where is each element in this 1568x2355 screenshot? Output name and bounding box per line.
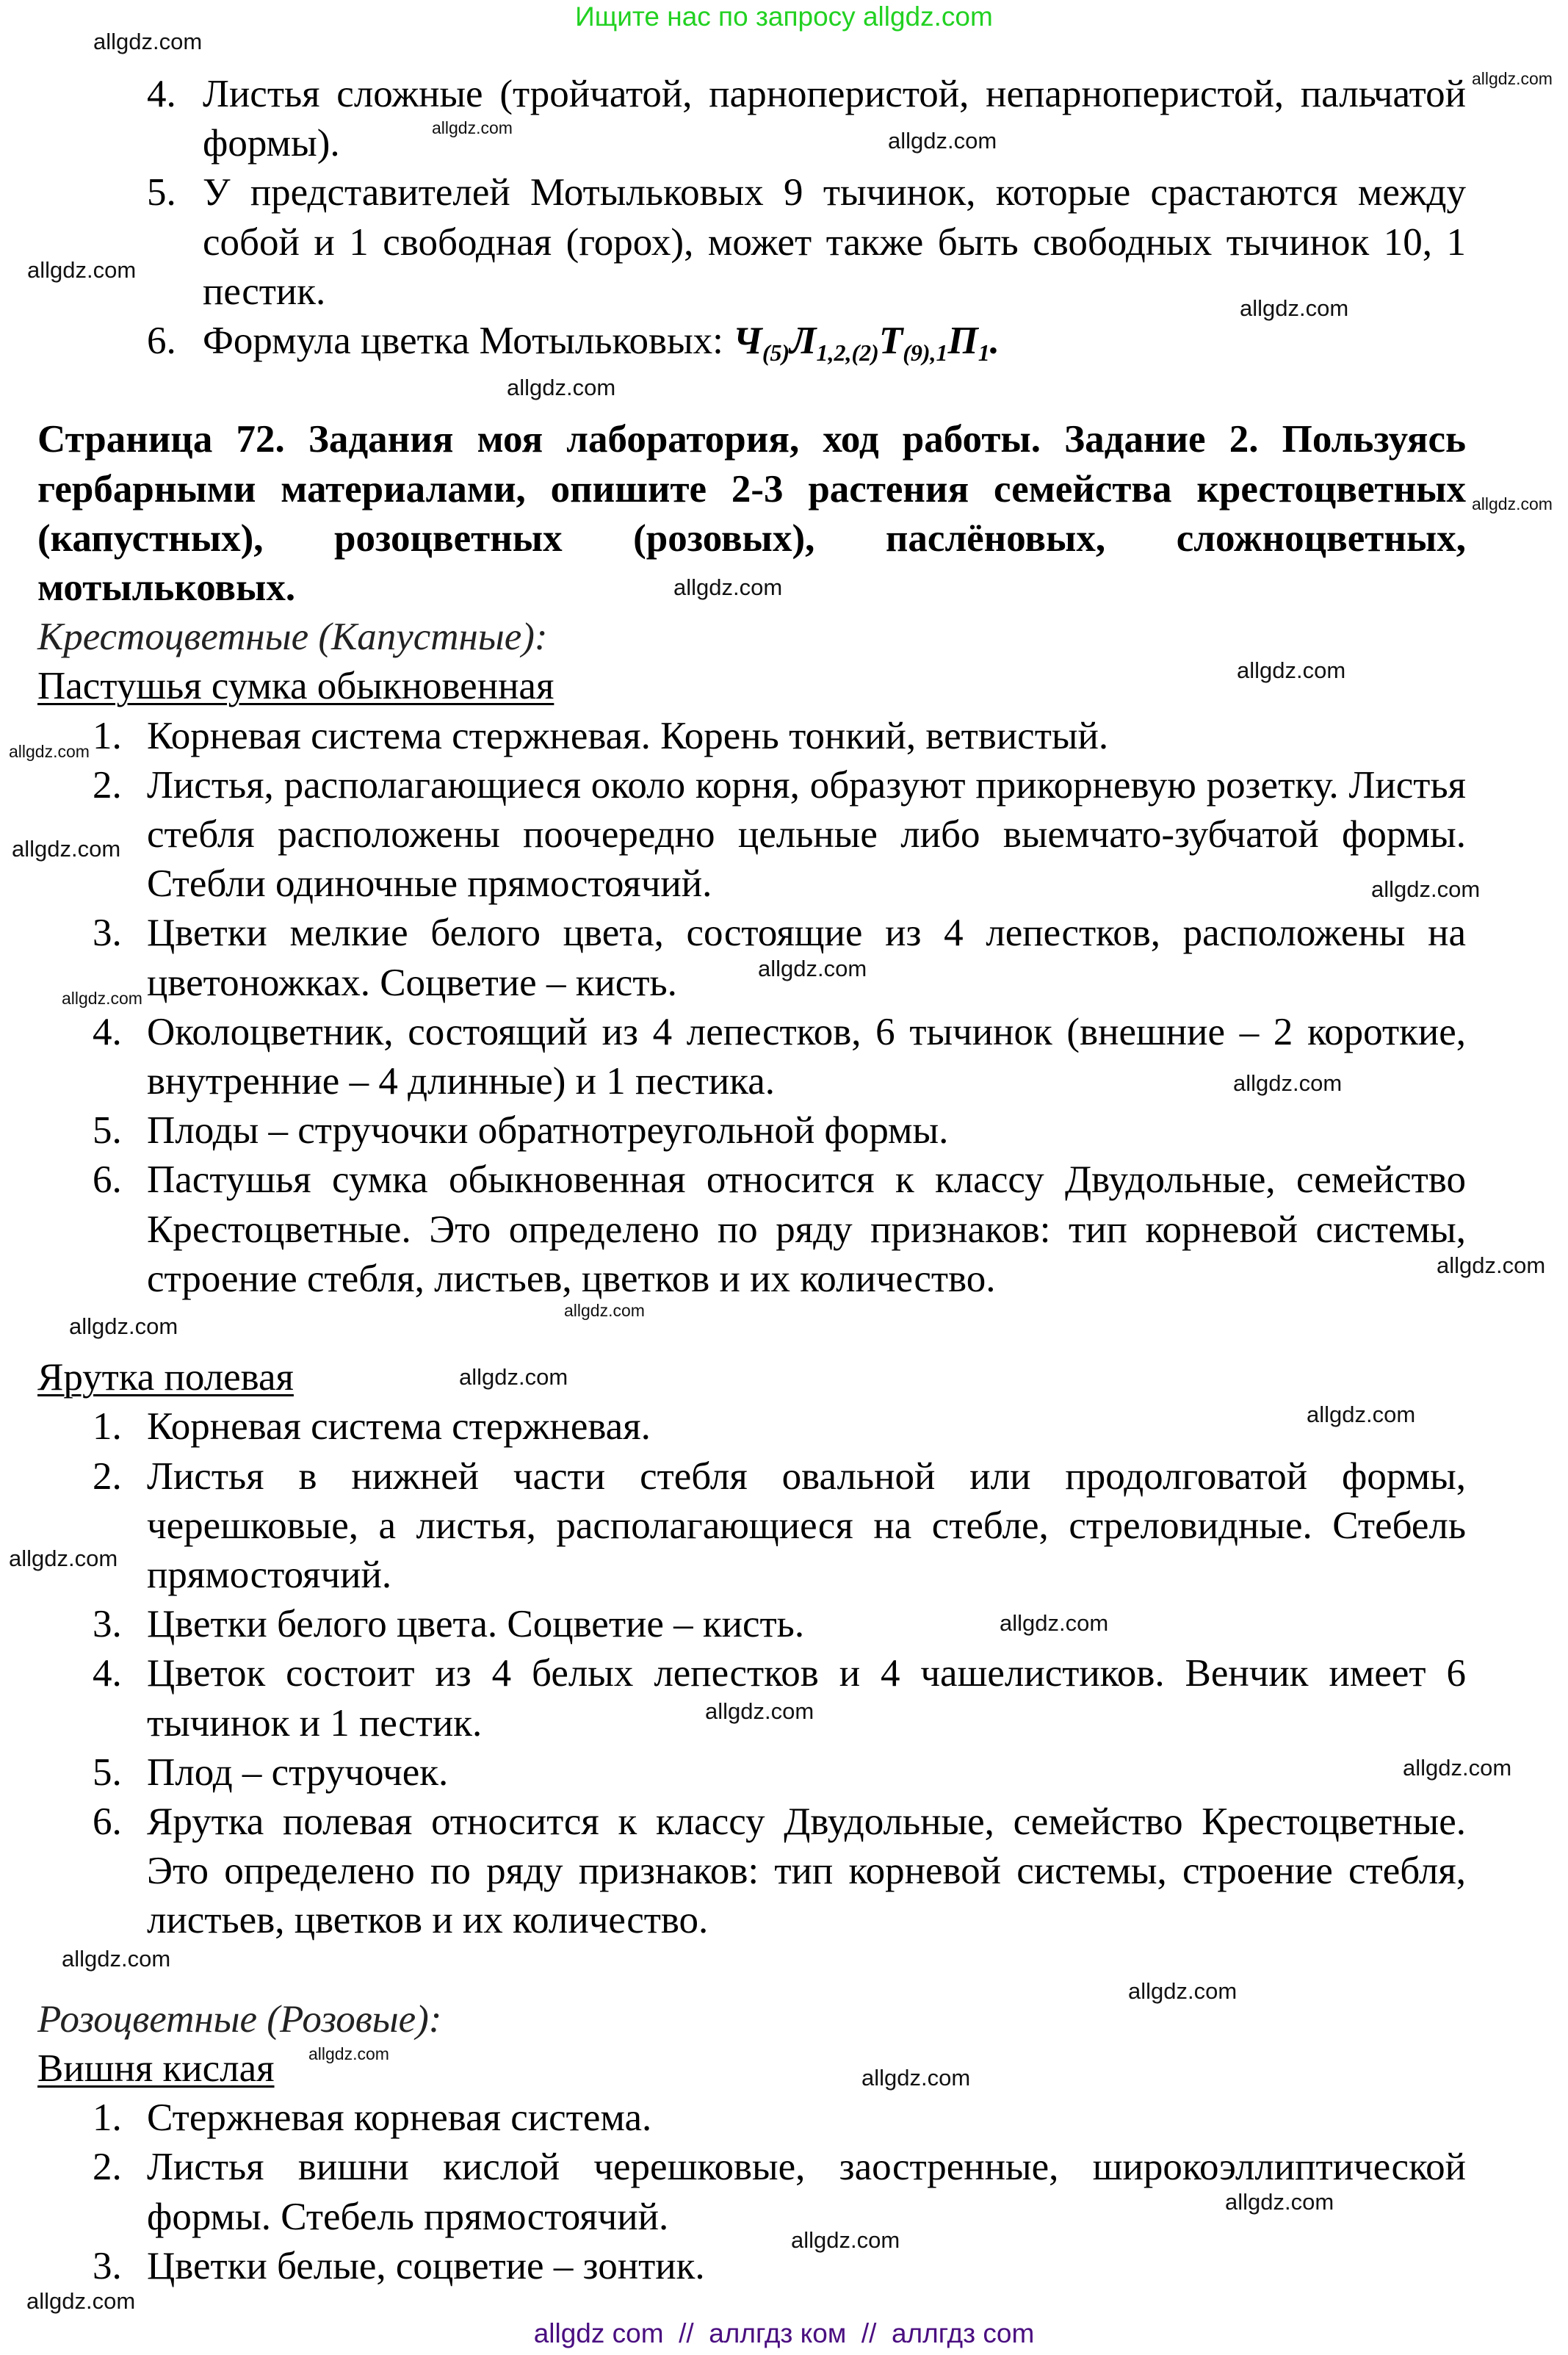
watermark: allgdz.com: [1240, 295, 1349, 321]
watermark: allgdz.com: [888, 128, 997, 154]
watermark: allgdz.com: [758, 956, 867, 981]
list-item: [147, 317, 1466, 367]
family-title: Розоцветные (Розовые):: [37, 1997, 442, 2041]
item-number: 4.: [147, 73, 176, 115]
watermark: allgdz.com: [564, 1301, 645, 1320]
watermark: allgdz.com: [1437, 1252, 1546, 1278]
list-item: [93, 1106, 1466, 1155]
list-item: [93, 761, 1466, 909]
formula-corolla: Л: [790, 320, 817, 363]
item-number: 2.: [93, 1454, 122, 1498]
watermark: allgdz.com: [69, 1313, 178, 1339]
item-number: 6.: [93, 1800, 122, 1844]
list-item: [93, 1452, 1466, 1601]
watermark: allgdz.com: [12, 836, 121, 862]
list-item: [93, 1600, 1466, 1649]
list-item: [93, 1748, 1466, 1797]
item-number: 3.: [93, 912, 122, 955]
item-number: 4.: [93, 1652, 122, 1695]
watermark: allgdz.com: [308, 2044, 389, 2063]
watermark: allgdz.com: [1237, 657, 1346, 683]
watermark: allgdz.com: [1307, 1402, 1416, 1427]
item-number: 3.: [93, 1603, 122, 1646]
item-number: 2.: [93, 2146, 122, 2189]
formula-calyx-count: (5): [762, 339, 790, 367]
watermark: allgdz.com: [9, 742, 90, 761]
watermark: allgdz.com: [1403, 1755, 1512, 1781]
item-text: Листья в нижней части стебля овальной или продолговатой формы, черешковые, а листья, располагающиеся на стебле, стреловидные. Стебель прямостоячий.: [147, 1454, 1466, 1597]
item-text: Плоды – стручочки обратнотреугольной формы.: [147, 1109, 949, 1153]
watermark: allgdz.com: [26, 2288, 136, 2314]
item-text: У представителей Мотыльковых 9 тычинок, которые срастаются между собой и 1 свободная (горох), может также быть свободных тычинок 10, 1 пестик.: [203, 171, 1466, 313]
item-text: Цветки мелкие белого цвета, состоящие из 4 лепестков, расположены на цветоножках. Соцветие – кисть.: [147, 912, 1466, 1004]
watermark: allgdz.com: [459, 1364, 568, 1390]
watermark: allgdz.com: [1233, 1070, 1343, 1096]
document-body: [0, 70, 1568, 2291]
formula-pistil: П: [947, 320, 978, 363]
item-text: Околоцветник, состоящий из 4 лепестков, 6 тычинок (внешние – 2 короткие, внутренние – 4 длинные) и 1 пестика.: [147, 1010, 1466, 1103]
item-text: Цветки белого цвета. Соцветие – кисть.: [147, 1603, 805, 1646]
item-text: Плод – стручочек.: [147, 1750, 449, 1794]
list-item: [93, 1155, 1466, 1304]
flower-formula: [733, 320, 1000, 367]
list-item: [147, 168, 1466, 317]
task-heading: Страница 72. Задания моя лаборатория, ход работы. Задание 2. Пользуясь гербарными материалами, опишите 2-3 растения семейства крестоцветных (капустных), розоцветных (розовых), паслёновых, сложноцветных, мотыльковых.: [37, 418, 1466, 610]
list-item: [93, 2093, 1466, 2143]
watermark: allgdz.com: [705, 1698, 814, 1724]
watermark: allgdz.com: [9, 1546, 118, 1571]
formula-corolla-count: 1,2,(2): [816, 339, 879, 367]
species1-list: [0, 712, 1568, 1304]
item-number: 1.: [93, 1405, 122, 1449]
formula-stamens: Т: [878, 320, 903, 363]
family-title: Крестоцветные (Капустные):: [37, 616, 548, 659]
list-item: [93, 1797, 1466, 1946]
formula-stamens-count: (9),1: [903, 339, 948, 367]
item-number: 5.: [93, 1750, 122, 1794]
formula-calyx: Ч: [733, 320, 762, 363]
item-number: 4.: [93, 1010, 122, 1053]
species-title: Вишня кислая: [37, 2047, 275, 2091]
item-text: Ярутка полевая относится к классу Двудольные, семейство Крестоцветные. Это определено по ряду признаков: тип корневой системы, строение стебля, листьев, цветков и их количество.: [147, 1800, 1466, 1942]
watermark: allgdz.com: [1472, 494, 1553, 513]
intro-list: [0, 70, 1568, 366]
search-banner[interactable]: Ищите нас по запросу allgdz.com: [575, 1, 993, 32]
item-text: Формула цветка Мотыльковых:: [203, 320, 734, 363]
watermark: allgdz.com: [62, 1946, 171, 1972]
watermark: allgdz.com: [93, 29, 203, 54]
formula-end: .: [989, 320, 1000, 363]
item-number: 5.: [93, 1109, 122, 1153]
item-text: Листья, располагающиеся около корня, образуют прикорневую розетку. Листья стебля расположены поочередно цельные либо выемчато-зубчатой формы. Стебли одиночные прямостоячий.: [147, 763, 1466, 906]
item-number: 3.: [93, 2244, 122, 2287]
item-text: Цветки белые, соцветие – зонтик.: [147, 2244, 705, 2287]
item-number: 1.: [93, 714, 122, 757]
watermark: allgdz.com: [861, 2065, 971, 2091]
footer-links[interactable]: allgdz com // аллгдз ком // аллгдз com: [533, 2318, 1035, 2348]
species-title: Ярутка полевая: [37, 1356, 294, 1399]
watermark: allgdz.com: [27, 257, 137, 283]
item-text: Корневая система стержневая. Корень тонкий, ветвистый.: [147, 714, 1109, 757]
list-item: [93, 712, 1466, 761]
item-number: 6.: [147, 320, 176, 363]
item-number: 6.: [93, 1158, 122, 1202]
watermark: allgdz.com: [62, 989, 142, 1008]
item-number: 5.: [147, 171, 176, 214]
item-text: Листья вишни кислой черешковые, заостренные, широкоэллиптической формы. Стебель прямостоячий.: [147, 2146, 1466, 2238]
item-text: Пастушья сумка обыкновенная относится к классу Двудольные, семейство Крестоцветные. Это определено по ряду признаков: тип корневой системы, строение стебля, листьев, цветков и их количество.: [147, 1158, 1466, 1300]
watermark: allgdz.com: [1128, 1978, 1238, 2004]
watermark: allgdz.com: [1225, 2189, 1334, 2215]
watermark: allgdz.com: [791, 2227, 900, 2253]
list-item: [147, 70, 1466, 168]
item-text: Стержневая корневая система.: [147, 2096, 652, 2140]
species-title: Пастушья сумка обыкновенная: [37, 665, 554, 708]
watermark: allgdz.com: [1000, 1610, 1109, 1636]
item-text: Цветок состоит из 4 белых лепестков и 4 чашелистиков. Венчик имеет 6 тычинок и 1 пестик.: [147, 1652, 1466, 1745]
item-number: 2.: [93, 763, 122, 807]
species2-list: [0, 1402, 1568, 1945]
formula-pistil-count: 1: [978, 339, 990, 367]
watermark: allgdz.com: [673, 574, 783, 600]
item-text: Листья сложные (тройчатой, парноперистой, непарноперистой, пальчатой формы).: [203, 73, 1466, 165]
watermark: allgdz.com: [1371, 876, 1481, 902]
watermark: allgdz.com: [432, 118, 513, 137]
item-text: Корневая система стержневая.: [147, 1405, 651, 1449]
item-number: 1.: [93, 2096, 122, 2140]
watermark: allgdz.com: [1472, 69, 1553, 88]
list-item: [93, 1402, 1466, 1451]
watermark: allgdz.com: [507, 375, 616, 400]
